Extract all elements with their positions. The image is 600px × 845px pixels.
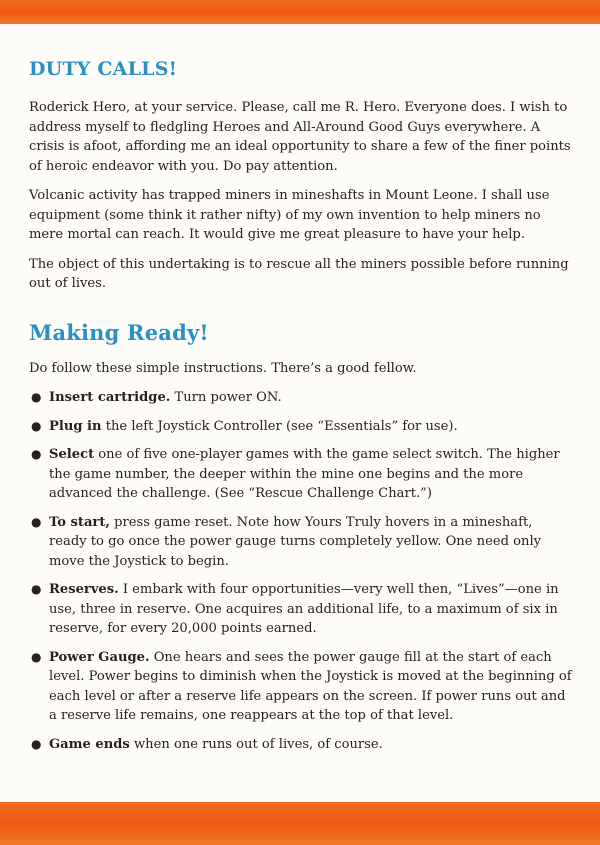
item-text: press game reset. Note how Yours Truly hovers in a mineshaft, ready to go once the power gauge turns completely yellow. One need only move the Joystick to begin.: [49, 514, 542, 569]
item-lead: Insert cartridge.: [49, 390, 171, 405]
item-text: I embark with four opportunities—very well then, “Lives”—one in use, three in reserve. One acquires an additional life, to a maximum of six in reserve, for every 20,000 points earned.: [49, 582, 559, 636]
duty-calls-heading: DUTY CALLS!: [29, 58, 178, 80]
item-text: when one runs out of lives, of course.: [129, 736, 383, 752]
item-text: one of five one-player games with the game select switch. The higher the game number, the deeper within the mine one begins and the more advanced the challenge. (See “Rescue Challenge Chart.”): [49, 447, 560, 501]
list-item: [29, 580, 573, 639]
item-text: One hears and sees the power gauge fill at the start of each level. Power begins to diminish when the Joystick is moved at the beginning of each level or after a reserve life appears on the screen. If power runs out and a reserve life remains, one reappears at the top of that level.: [49, 649, 572, 723]
instructions-intro: Do follow these simple instructions. There’s a good fellow.: [29, 360, 417, 376]
bottom-orange-band: [0, 802, 600, 845]
list-item: [29, 445, 573, 504]
list-item: [29, 735, 573, 755]
bullet-icon: ●: [31, 582, 42, 596]
item-lead: Power Gauge.: [49, 649, 150, 665]
intro-paragraph: Roderick Hero, at your service. Please, call me R. Hero. Everyone does. I wish to address myself to fledgling Heroes and All-Around Good Guys everywhere. A crisis is afoot, affording me an ideal opportunity to share a few of the finer points of heroic endeavor with you. Do pay attention.: [29, 100, 571, 174]
objective-paragraph: The object of this undertaking is to rescue all the miners possible before running out of lives.: [29, 256, 569, 291]
bullet-icon: ●: [31, 649, 42, 664]
bullet-icon: ●: [31, 390, 42, 404]
bullet-icon: ●: [31, 736, 42, 751]
list-item: [29, 513, 573, 572]
top-orange-band: [0, 0, 600, 24]
volcanic-paragraph: Volcanic activity has trapped miners in mineshafts in Mount Leone. I shall use equipment (some think it rather nifty) of my own invention to help miners no mere mortal can reach. It would give me great pleasure to have your help.: [29, 188, 550, 242]
item-lead: Plug in: [49, 418, 102, 434]
instruction-list: [29, 388, 573, 754]
item-lead: Game ends: [49, 736, 130, 752]
making-ready-heading: Making Ready!: [29, 319, 209, 345]
list-item: [29, 417, 573, 437]
item-lead: Select: [49, 447, 95, 462]
bullet-icon: ●: [31, 418, 42, 433]
list-item: [29, 648, 573, 726]
item-lead: Reserves.: [49, 582, 119, 597]
item-text: the left Joystick Controller (see “Essentials” for use).: [101, 418, 458, 434]
list-item: [29, 388, 573, 408]
item-text: Turn power ON.: [170, 390, 282, 405]
bullet-icon: ●: [31, 447, 42, 461]
item-lead: To start,: [49, 514, 110, 530]
bullet-icon: ●: [31, 514, 42, 529]
manual-page: [29, 58, 573, 763]
